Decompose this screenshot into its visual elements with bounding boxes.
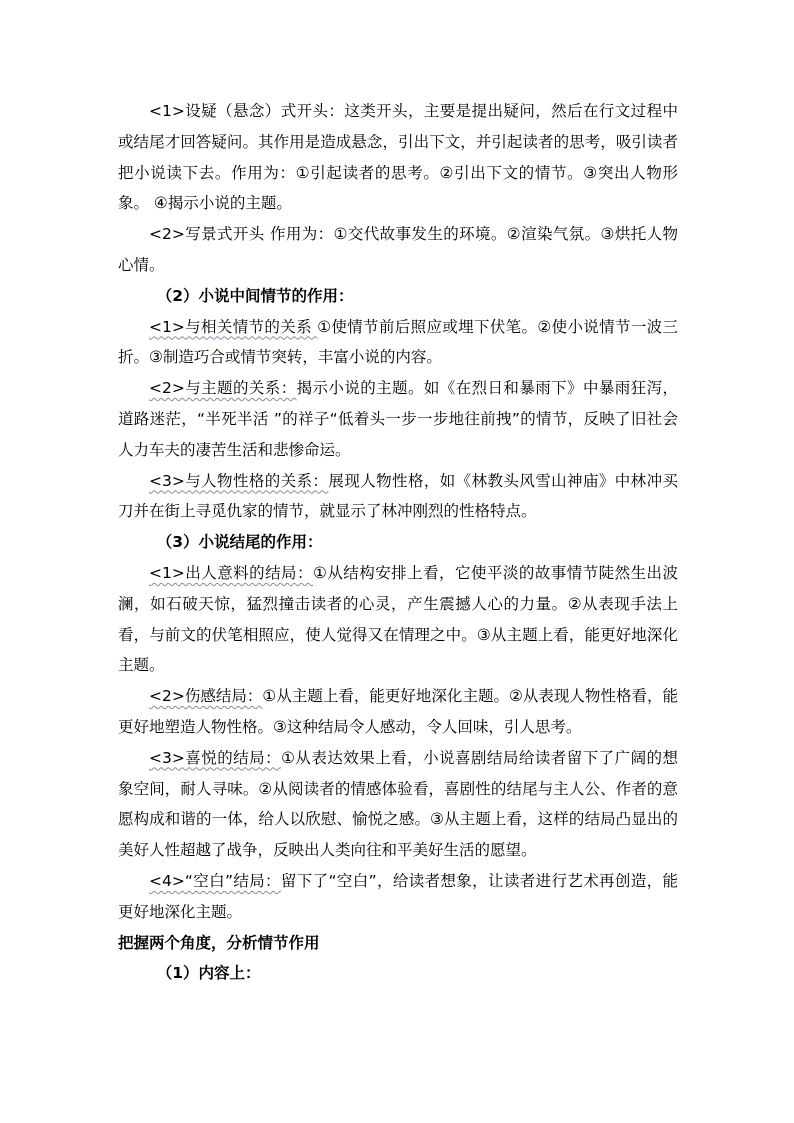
paragraph-sad-ending <box>118 681 678 743</box>
document-body <box>118 96 678 989</box>
paragraph-lead: <3>喜悦的结局： <box>149 748 282 767</box>
paragraph-text: <2>写景式开头 作用为：①交代故事发生的环境。②渲染气氛。③烘托人物心情。 <box>118 225 678 274</box>
paragraph-text: 揭示小说的主题。如《在烈日和暴雨下》中暴雨狂泻，道路迷茫，“半死半活 ”的祥子“低着头一步一步地往前拽”的情节，反映了旧社会人力车夫的凄苦生活和悲惨命运。 <box>118 379 678 459</box>
paragraph-suspense-opening <box>118 96 678 219</box>
paragraph-blank-ending <box>118 866 678 928</box>
paragraph-lead: <2>伤感结局： <box>149 687 263 706</box>
section-heading-middle-plot <box>118 281 678 312</box>
heading-text: （2）小说中间情节的作用： <box>156 286 354 305</box>
paragraph-text: 展现人物性格，如《林教头风雪山神庙》中林冲买刀并在街上寻觅仇家的情节，就显示了林冲刚烈的性格特点。 <box>118 471 678 521</box>
paragraph-scenery-opening <box>118 219 678 281</box>
paragraph-text: ①从主题上看，能更好地深化主题。②从表现人物性格看，能更好地塑造人物性格。③这种结局令人感动，令人回味，引人思考。 <box>118 687 678 736</box>
paragraph-related-plot <box>118 312 678 374</box>
paragraph-text: ①使情节前后照应或埋下伏笔。②使小说情节一波三折。③制造巧合或情节突转，丰富小说的内容。 <box>118 317 678 367</box>
heading-text: 把握两个角度，分析情节作用 <box>118 933 320 952</box>
paragraph-lead: <1>出人意料的结局： <box>149 563 313 582</box>
paragraph-lead: <4>“空白”结局： <box>149 871 281 890</box>
paragraph-lead: <3>与人物性格的关系： <box>149 471 329 490</box>
paragraph-theme-relation <box>118 373 678 465</box>
section-heading-content <box>118 958 678 989</box>
heading-text: （1）内容上： <box>156 964 261 983</box>
paragraph-text: 留下了“空白”，给读者想象，让读者进行艺术再创造，能更好地深化主题。 <box>118 871 678 921</box>
paragraph-character-relation <box>118 466 678 528</box>
paragraph-lead: <2>与主题的关系： <box>149 379 297 398</box>
section-heading-two-angles <box>118 928 678 959</box>
paragraph-unexpected-ending <box>118 558 678 681</box>
paragraph-lead: <1>与相关情节的关系 <box>149 317 318 336</box>
paragraph-text: <1>设疑（悬念）式开头：这类开头，主要是提出疑问，然后在行文过程中或结尾才回答疑问。其作用是造成悬念，引出下文，并引起读者的思考，吸引读者把小说读下去。作用为：①引起读者的思考。②引出下文的情节。③突出人物形象。 ④揭示小说的主题。 <box>118 102 678 213</box>
paragraph-text: ①从表达效果上看，小说喜剧结局给读者留下了广阔的想象空间，耐人寻味。②从阅读者的情感体验看，喜剧性的结尾与主人公、作者的意愿构成和谐的一体，给人以欣慰、愉悦之感。③从主题上看，这样的结局凸显出的美好人性超越了战争，反映出人类向往和平美好生活的愿望。 <box>118 748 678 860</box>
heading-text: （3）小说结尾的作用： <box>156 533 323 552</box>
paragraph-happy-ending <box>118 743 678 866</box>
section-heading-ending <box>118 527 678 558</box>
paragraph-text: ①从结构安排上看，它使平淡的故事情节陡然生出波澜，如石破天惊，猛烈撞击读者的心灵，产生震撼人心的力量。②从表现手法上看，与前文的伏笔相照应，使人觉得又在情理之中。③从主题上看，能更好地深化主题。 <box>118 563 678 675</box>
